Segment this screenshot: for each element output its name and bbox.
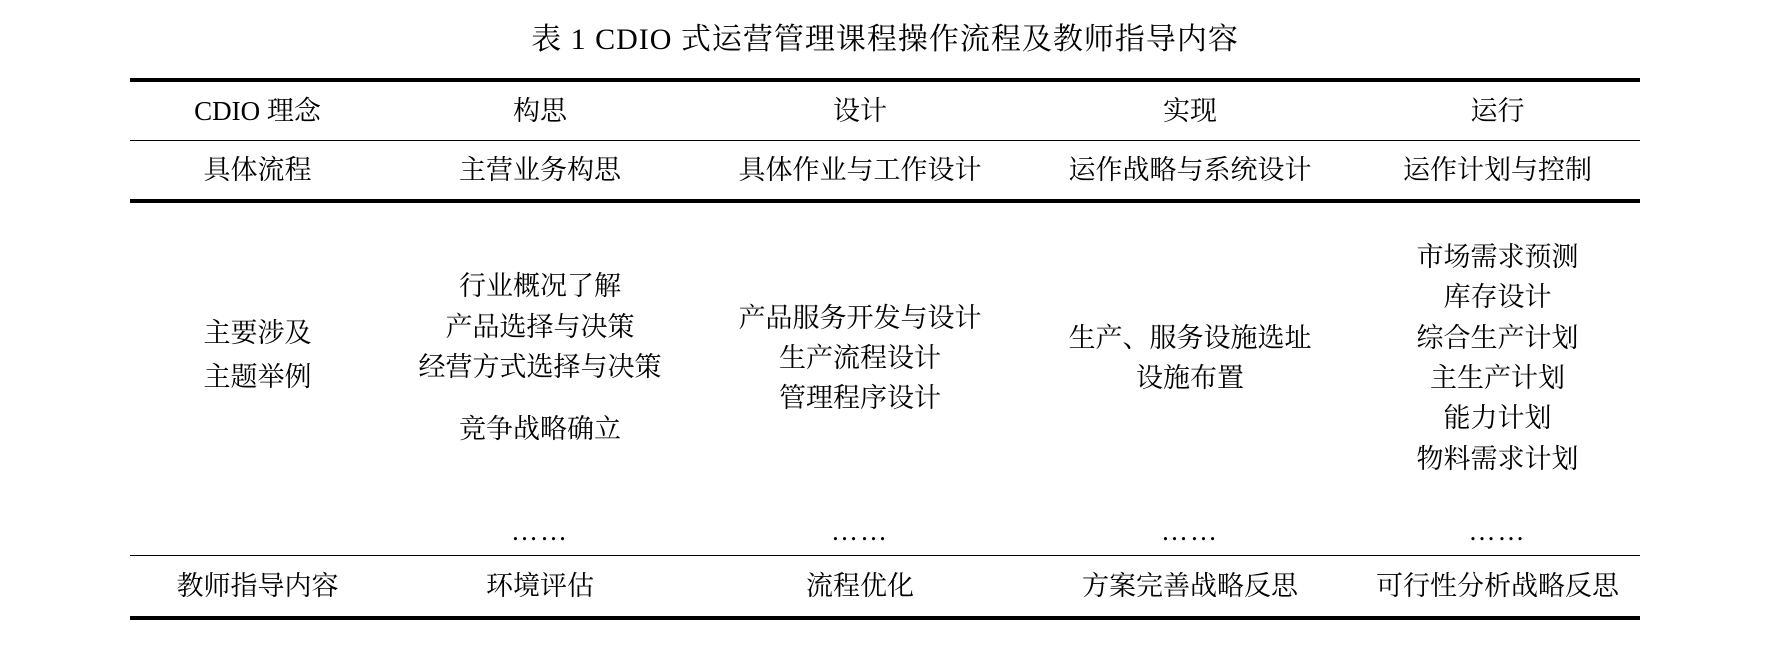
cell-process-conceive: 主营业务构思 (385, 141, 695, 202)
topic-item: 产品选择与决策 (445, 311, 635, 342)
topic-item: 市场需求预测 (1416, 242, 1579, 273)
topic-item: 能力计划 (1443, 403, 1552, 434)
topic-item: 行业概况了解 (459, 271, 621, 302)
header-cell-operate: 运行 (1355, 80, 1640, 141)
table-header-row (130, 80, 1640, 141)
header-cell-cdio: CDIO 理念 (130, 80, 385, 141)
topic-item: 竞争战略确立 (459, 414, 621, 445)
topic-item: 经营方式选择与决策 (418, 352, 662, 382)
row-label-topics-line1: 主要涉及 (203, 317, 312, 348)
row-label-topics (130, 201, 385, 507)
row-label-process: 具体流程 (130, 141, 385, 202)
cell-ellipsis-operate: …… (1355, 507, 1640, 556)
row-label-teacher: 教师指导内容 (130, 556, 385, 619)
table-row-ellipsis (130, 507, 1640, 556)
cell-process-implement: 运作战略与系统设计 (1025, 141, 1355, 202)
data-table (130, 78, 1640, 620)
cell-teacher-design: 流程优化 (695, 556, 1025, 619)
cell-ellipsis-design: …… (695, 507, 1025, 556)
cell-topics-design (695, 201, 1025, 507)
header-cell-design: 设计 (695, 80, 1025, 141)
topic-item: 生产、服务设施选址 (1068, 322, 1312, 353)
topic-item: 主生产计划 (1430, 363, 1565, 393)
cell-process-design: 具体作业与工作设计 (695, 141, 1025, 202)
table-row (130, 556, 1640, 619)
topic-item: 生产流程设计 (779, 342, 941, 373)
cell-ellipsis-conceive: …… (385, 507, 695, 556)
topic-item: 物料需求计划 (1416, 443, 1579, 474)
header-cell-conceive: 构思 (385, 80, 695, 141)
topic-item: 库存设计 (1443, 282, 1552, 313)
table-row (130, 141, 1640, 202)
table-caption: 表 1 CDIO 式运营管理课程操作流程及教师指导内容 (531, 23, 1239, 56)
cell-ellipsis-label (130, 507, 385, 556)
cell-topics-conceive (385, 201, 695, 507)
cell-ellipsis-implement: …… (1025, 507, 1355, 556)
row-label-topics-line2: 主题举例 (203, 362, 312, 392)
cell-teacher-conceive: 环境评估 (385, 556, 695, 619)
topic-item: 产品服务开发与设计 (738, 302, 982, 333)
table-row (130, 201, 1640, 507)
cell-topics-operate (1355, 201, 1640, 507)
cell-teacher-operate: 可行性分析战略反思 (1355, 556, 1640, 619)
topic-item: 管理程序设计 (779, 383, 941, 414)
cell-teacher-implement: 方案完善战略反思 (1025, 556, 1355, 619)
topic-item: 设施布置 (1136, 363, 1244, 393)
cell-topics-implement (1025, 201, 1355, 507)
header-cell-implement: 实现 (1025, 80, 1355, 141)
cell-process-operate: 运作计划与控制 (1355, 141, 1640, 202)
topic-item: 综合生产计划 (1416, 322, 1579, 353)
